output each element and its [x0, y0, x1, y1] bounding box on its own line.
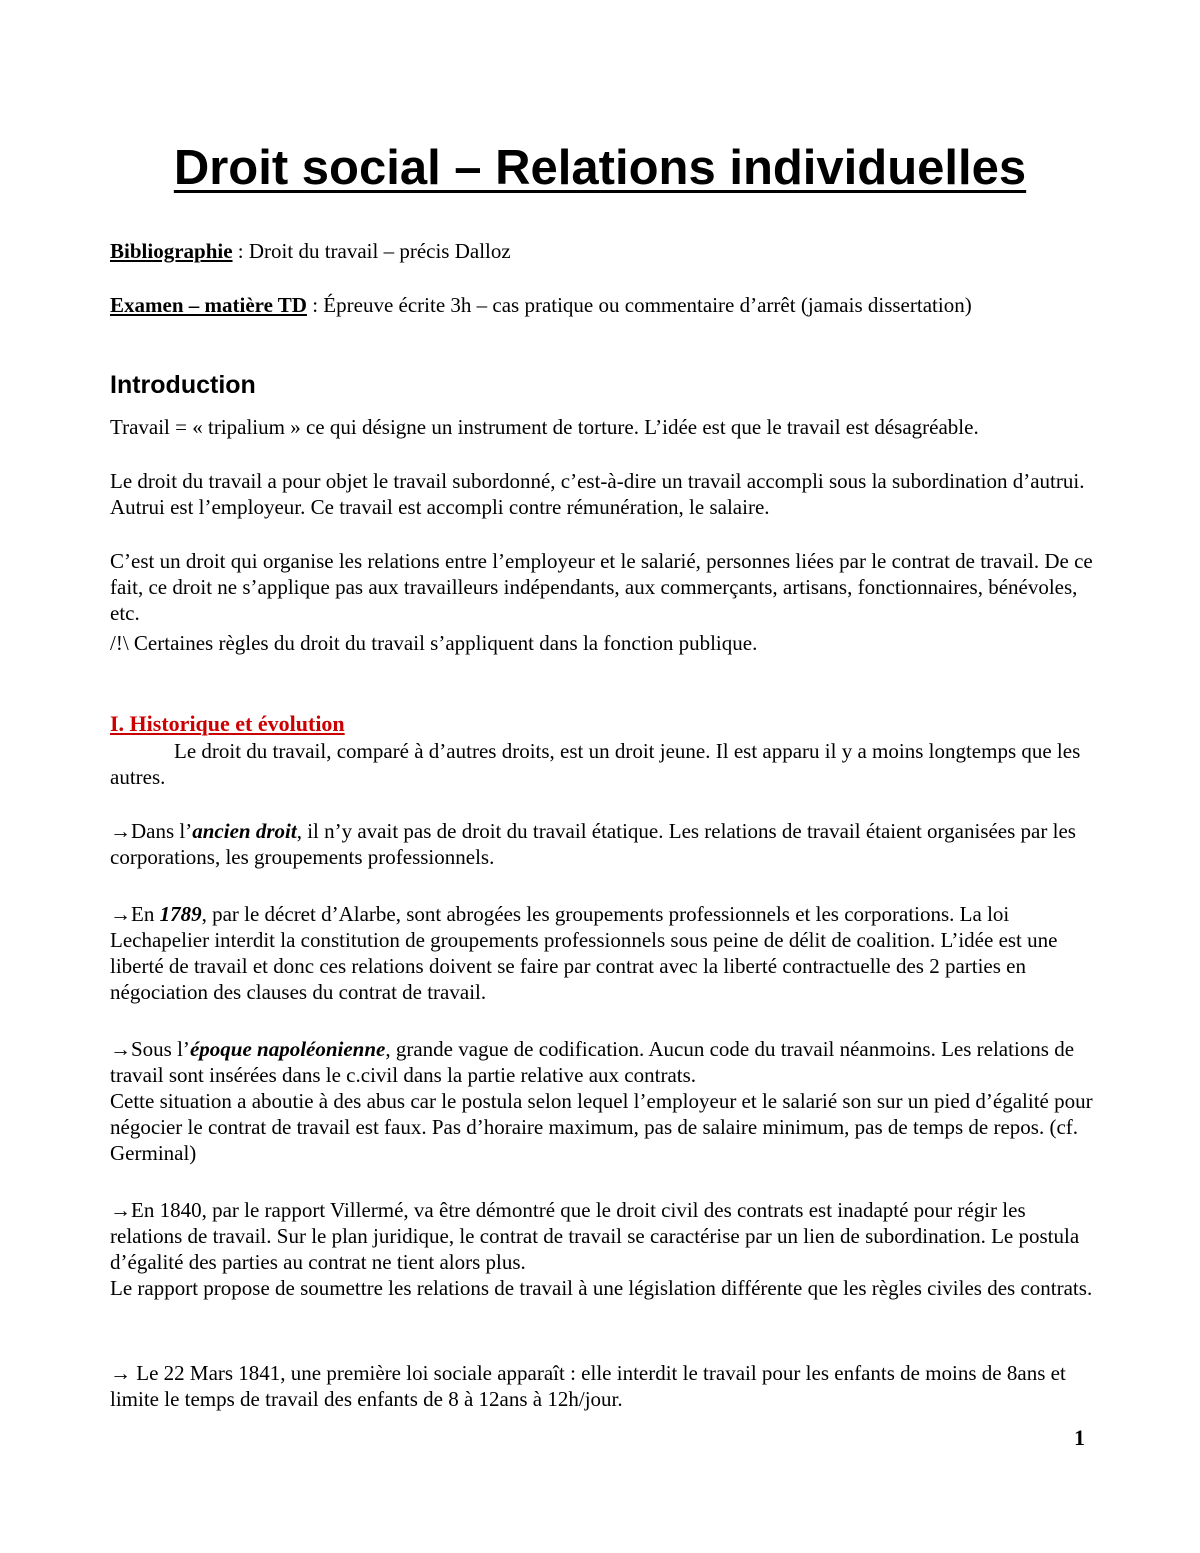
section1-paragraph-1840: [110, 1197, 1100, 1301]
section1-paragraph-1789: [110, 901, 1100, 1005]
exam-sep: :: [306, 293, 324, 317]
emphasis-1789: 1789: [159, 902, 202, 926]
emphasis-ancien-droit: ancien droit: [192, 819, 297, 843]
text-run: , il n’y avait pas de droit du travail étatique. Les relations de travail étaient organisées par les corporations, les groupements professionnels.: [110, 819, 1076, 869]
section-heading-historique: I. Historique et évolution: [110, 711, 345, 736]
section1-paragraph-1841: → Le 22 Mars 1841, une première loi sociale apparaît : elle interdit le travail pour les enfants de moins de 8ans et limite le temps de travail des enfants de 8 à 12ans à 12h/jour.: [110, 1361, 1066, 1411]
page-number: 1: [1074, 1425, 1085, 1450]
section1-paragraph-1: Le droit du travail, comparé à d’autres droits, est un droit jeune. Il est apparu il y a moins longtemps que les autres.: [110, 739, 1081, 789]
exam-line: [110, 292, 1100, 318]
section1-paragraph-napoleon: [110, 1036, 1100, 1166]
text-run: →Dans l’: [110, 819, 193, 843]
text-run: Le rapport propose de soumettre les relations de travail à une législation différente que les règles civiles des contrats.: [110, 1276, 1093, 1300]
text-run: , par le décret d’Alarbe, sont abrogées les groupements professionnels et les corporations. La loi Lechapelier interdit la constitution de groupements professionnels sous peine de délit de coalition. L’idée est une liberté de travail et donc ces relations doivent se faire par contrat avec la liberté contractuelle des 2 parties en négociation des clauses du contrat de travail.: [110, 902, 1058, 1004]
bibliography-sep: :: [232, 239, 249, 263]
intro-paragraph-2: Le droit du travail a pour objet le travail subordonné, c’est-à-dire un travail accompli sous la subordination d’autrui. Autrui est l’employeur. Ce travail est accompli contre rémunération, le salaire.: [110, 469, 1085, 519]
text-run: →En 1840, par le rapport Villermé, va être démontré que le droit civil des contrats est inadapté pour régir les relations de travail. Sur le plan juridique, le contrat de travail se caractérise par un lien de subordination. Le postula d’égalité des parties au contrat ne tient alors plus.: [110, 1198, 1080, 1274]
bibliography-text: Droit du travail – précis Dalloz: [248, 239, 511, 263]
document-title: Droit social – Relations individuelles: [173, 141, 1027, 195]
exam-label: Examen – matière TD: [110, 293, 307, 317]
text-run: →Sous l’: [110, 1037, 190, 1061]
intro-paragraph-1: Travail = « tripalium » ce qui désigne un instrument de torture. L’idée est que le travail est désagréable.: [110, 415, 979, 439]
exam-text: Épreuve écrite 3h – cas pratique ou commentaire d’arrêt (jamais dissertation): [323, 293, 972, 317]
text-run: →En: [110, 902, 160, 926]
bibliography-line: [110, 238, 1100, 264]
intro-paragraph-3: C’est un droit qui organise les relations entre l’employeur et le salarié, personnes liées par le contrat de travail. De ce fait, ce droit ne s’applique pas aux travailleurs indépendants, aux commerçants, artisans, fonctionnaires, bénévoles, etc.: [110, 549, 1093, 625]
emphasis-epoque-napoleonienne: époque napoléonienne: [189, 1037, 386, 1061]
bibliography-label: Bibliographie: [110, 239, 233, 263]
text-run: Cette situation a aboutie à des abus car le postula selon lequel l’employeur et le salarié son sur un pied d’égalité pour négocier le contrat de travail est faux. Pas d’horaire maximum, pas de salaire minimum, pas de temps de repos. (cf. Germinal): [110, 1089, 1093, 1165]
intro-heading: Introduction: [110, 371, 256, 399]
intro-warning: /!\ Certaines règles du droit du travail s’appliquent dans la fonction publique.: [110, 631, 758, 655]
text-run: , grande vague de codification. Aucun code du travail néanmoins. Les relations de travail sont insérées dans le c.civil dans la partie relative aux contrats.: [110, 1037, 1075, 1087]
section1-paragraph-ancien-droit: [110, 818, 1100, 870]
